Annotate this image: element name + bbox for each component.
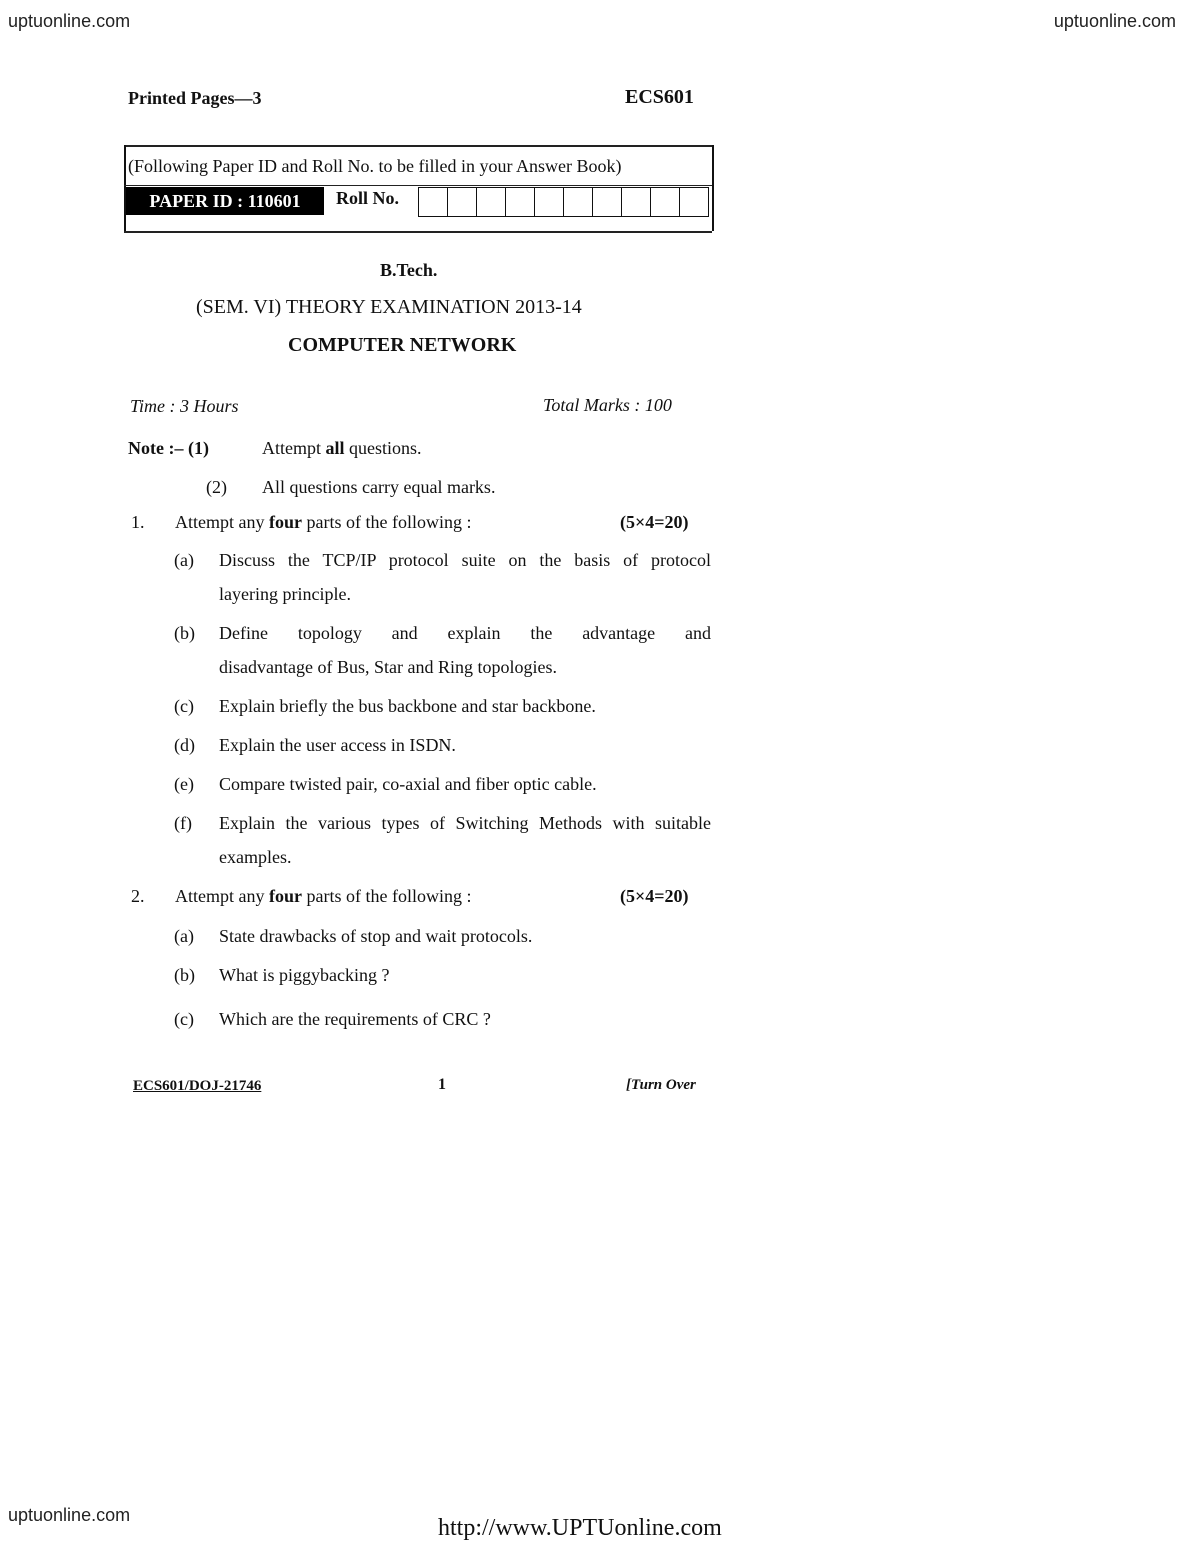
- id-instruction: (Following Paper ID and Roll No. to be filled in your Answer Book): [128, 156, 622, 176]
- page-number: 1: [438, 1076, 446, 1093]
- part-label: (c): [174, 696, 194, 716]
- part-label: (d): [174, 735, 195, 755]
- exam-title: (SEM. VI) THEORY EXAMINATION 2013-14: [196, 296, 582, 318]
- time: Time : 3 Hours: [130, 396, 239, 416]
- part-text: Explain briefly the bus backbone and star backbone.: [219, 696, 596, 716]
- part-text: Compare twisted pair, co-axial and fiber optic cable.: [219, 774, 597, 794]
- part-text: Define topology and explain the advantage and: [219, 623, 711, 643]
- watermark-top-right: uptuonline.com: [1053, 11, 1176, 31]
- subject: COMPUTER NETWORK: [288, 334, 517, 356]
- part-text: disadvantage of Bus, Star and Ring topologies.: [219, 657, 557, 677]
- question-number: 2.: [131, 886, 145, 906]
- watermark-url: http://www.UPTUonline.com: [438, 1515, 722, 1541]
- part-text: State drawbacks of stop and wait protocols.: [219, 926, 533, 946]
- question-instruction: Attempt any four parts of the following :: [175, 512, 472, 532]
- turn-over: [Turn Over: [626, 1077, 696, 1093]
- part-label: (c): [174, 1009, 194, 1029]
- part-label: (a): [174, 550, 194, 570]
- part-label: (f): [174, 813, 192, 833]
- part-text: layering principle.: [219, 584, 351, 604]
- question-number: 1.: [131, 512, 145, 532]
- part-label: (b): [174, 623, 195, 643]
- footer-code: ECS601/DOJ-21746: [133, 1078, 262, 1094]
- part-text: Which are the requirements of CRC ?: [219, 1009, 491, 1029]
- part-text: Explain the user access in ISDN.: [219, 735, 456, 755]
- part-label: (e): [174, 774, 194, 794]
- note-2: All questions carry equal marks.: [262, 477, 496, 497]
- printed-pages: Printed Pages—3: [128, 88, 262, 108]
- part-label: (a): [174, 926, 194, 946]
- part-label: (b): [174, 965, 195, 985]
- degree: B.Tech.: [380, 260, 438, 280]
- note-2-num: (2): [206, 477, 227, 497]
- question-marks: (5×4=20): [620, 886, 689, 906]
- question-instruction: Attempt any four parts of the following :: [175, 886, 472, 906]
- roll-number-boxes: [418, 187, 709, 217]
- note-prefix: Note :– (1): [128, 438, 209, 458]
- note-1: Attempt all questions.: [262, 438, 422, 458]
- roll-label: Roll No.: [336, 188, 399, 208]
- question-marks: (5×4=20): [620, 512, 689, 532]
- total-marks: Total Marks : 100: [543, 395, 672, 415]
- paper-code: ECS601: [625, 86, 694, 108]
- part-text: What is piggybacking ?: [219, 965, 390, 985]
- watermark-top-left: uptuonline.com: [8, 11, 131, 31]
- part-text: Discuss the TCP/IP protocol suite on the basis of protocol: [219, 550, 711, 570]
- part-text: examples.: [219, 847, 292, 867]
- paper-id: PAPER ID : 110601: [126, 187, 324, 215]
- watermark-bottom-left: uptuonline.com: [8, 1505, 131, 1525]
- part-text: Explain the various types of Switching Methods with suitable: [219, 813, 711, 833]
